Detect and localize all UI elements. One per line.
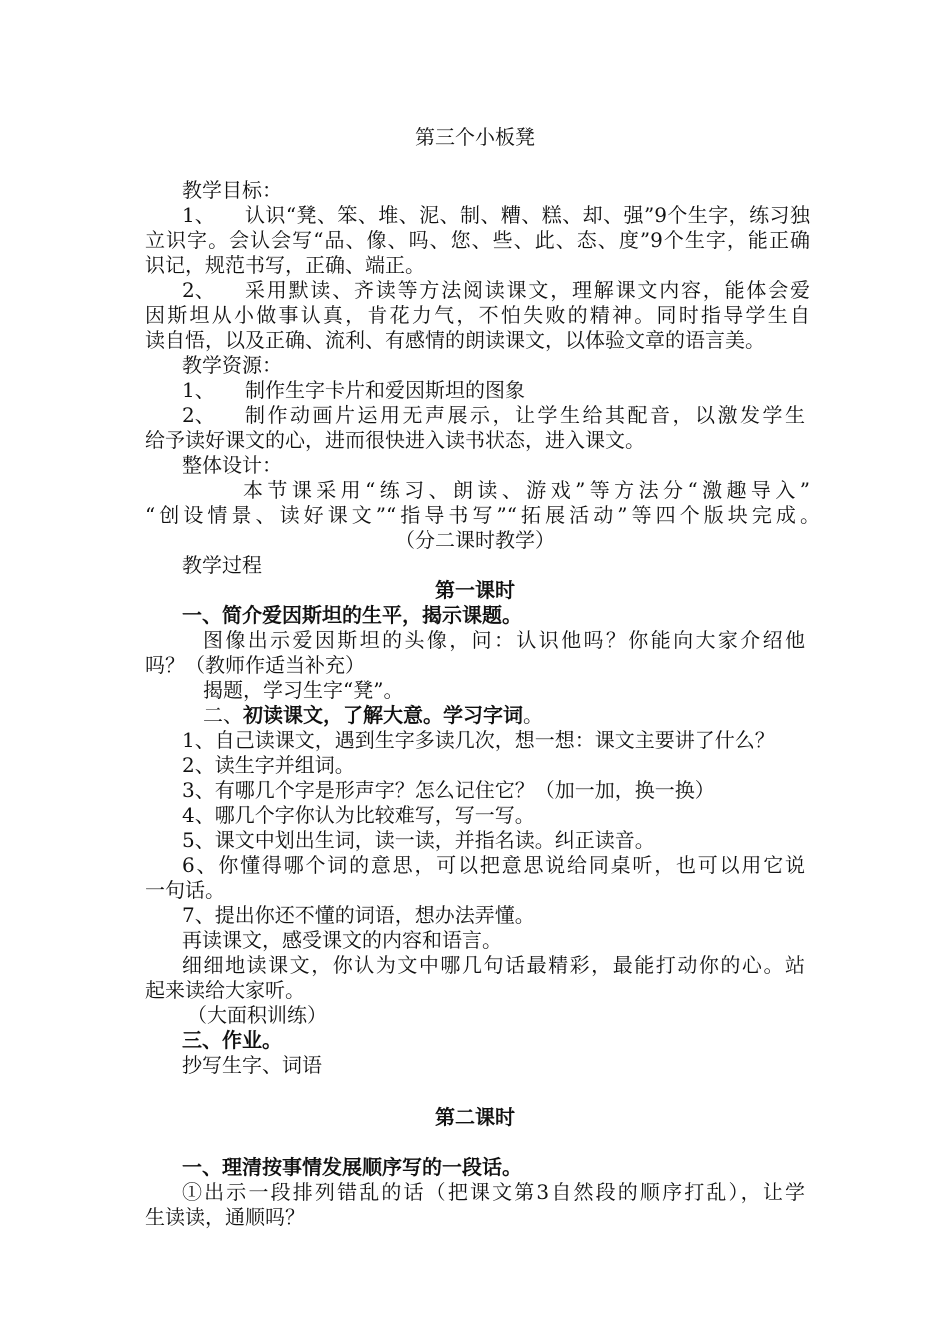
lesson-1-section-1-para-1-line-1: 图像出示爱因斯坦的头像，问：认识他吗？你能向大家介绍他 xyxy=(203,628,805,652)
lesson-1-section-2-prefix: 二、 xyxy=(203,703,243,727)
objective-2-line-3: 读自悟，以及正确、流利、有感情的朗读课文，以体验文章的语言美。 xyxy=(145,328,765,352)
lesson-2-heading: 第二课时 xyxy=(435,1105,515,1129)
resource-1-number: 1、 xyxy=(182,378,215,402)
resource-1-text: 制作生字卡片和爱因斯坦的图象 xyxy=(245,378,525,402)
objective-2-number: 2、 xyxy=(182,278,215,302)
lesson-1-heading: 第一课时 xyxy=(435,578,515,602)
objective-1-line-2: 立识字。会认会写“品、像、吗、您、些、此、态、度”9个生字，能正确 xyxy=(145,228,810,252)
lesson-1-section-2-title xyxy=(203,702,950,728)
resource-2-line-1: 制作动画片运用无声展示，让学生给其配音，以激发学生 xyxy=(245,403,805,427)
lesson-1-section-2-bold-title: 初读课文，了解大意。学习字词 xyxy=(243,703,523,727)
lesson-2-section-1-title: 一、理清按事情发展顺序写的一段话。 xyxy=(182,1155,522,1179)
lesson-1-fine-reading-line-1: 细细地读课文，你认为文中哪几句话最精彩，最能打动你的心。站 xyxy=(182,953,805,977)
design-line-1: 本节课采用“练习、朗读、游戏”等方法分“激趣导入” xyxy=(243,478,810,502)
lesson-1-step-6-line-2: 一句话。 xyxy=(145,878,225,902)
lesson-1-step-5: 5、课文中划出生词，读一读，并指名读。纠正读音。 xyxy=(182,828,655,852)
lesson-1-step-7: 7、提出你还不懂的词语，想办法弄懂。 xyxy=(182,903,535,927)
design-heading: 整体设计： xyxy=(182,453,282,477)
lesson-1-step-3: 3、有哪几个字是形声字？怎么记住它？（加一加，换一换） xyxy=(182,778,715,802)
lesson-1-fine-reading-line-2: 起来读给大家听。 xyxy=(145,978,305,1002)
objective-1-number: 1、 xyxy=(182,203,215,227)
lesson-1-step-6-line-1: 6、你懂得哪个词的意思，可以把意思说给同桌听，也可以用它说 xyxy=(182,853,805,877)
lesson-1-step-1: 1、自己读课文，遇到生字多读几次，想一想：课文主要讲了什么？ xyxy=(182,728,775,752)
lesson-1-section-1-para-2: 揭题，学习生字“凳”。 xyxy=(203,678,404,702)
process-heading: 教学过程 xyxy=(182,553,262,577)
lesson-1-section-3-title: 三、作业。 xyxy=(182,1028,282,1052)
objectives-heading: 教学目标： xyxy=(182,178,282,202)
lesson-2-para-1-line-2: 生读读，通顺吗？ xyxy=(145,1205,305,1229)
lesson-1-section-2-suffix: 。 xyxy=(523,703,543,727)
objective-2-line-2: 因斯坦从小做事认真，肯花力气，不怕失败的精神。同时指导学生自 xyxy=(145,303,810,327)
resource-2-number: 2、 xyxy=(182,403,215,427)
lesson-1-section-1-title: 一、简介爱因斯坦的生平，揭示课题。 xyxy=(182,603,522,627)
lesson-1-section-1-para-1-line-2: 吗？（教师作适当补充） xyxy=(145,653,365,677)
design-line-2: “创设情景、读好课文”“指导书写”“拓展活动”等四个版块完成。 xyxy=(145,503,820,527)
objective-2-line-1: 采用默读、齐读等方法阅读课文，理解课文内容，能体会爱 xyxy=(245,278,810,302)
design-note: （分二课时教学） xyxy=(395,528,555,552)
lesson-1-section-3-text: 抄写生字、词语 xyxy=(182,1053,322,1077)
lesson-1-fine-reading-note: （大面积训练） xyxy=(187,1003,327,1027)
resources-heading: 教学资源： xyxy=(182,353,282,377)
lesson-1-step-2: 2、读生字并组词。 xyxy=(182,753,355,777)
lesson-2-para-1-line-1: ①出示一段排列错乱的话（把课文第3自然段的顺序打乱），让学 xyxy=(182,1180,805,1204)
resource-2-line-2: 给予读好课文的心，进而很快进入读书状态，进入课文。 xyxy=(145,428,645,452)
objective-1-line-1: 认识“凳、笨、堆、泥、制、糟、糕、却、强”9个生字，练习独 xyxy=(245,203,810,227)
lesson-1-reread: 再读课文，感受课文的内容和语言。 xyxy=(182,928,502,952)
document-title: 第三个小板凳 xyxy=(415,125,535,149)
lesson-1-step-4: 4、哪几个字你认为比较难写，写一写。 xyxy=(182,803,535,827)
objective-1-line-3: 识记，规范书写，正确、端正。 xyxy=(145,253,425,277)
